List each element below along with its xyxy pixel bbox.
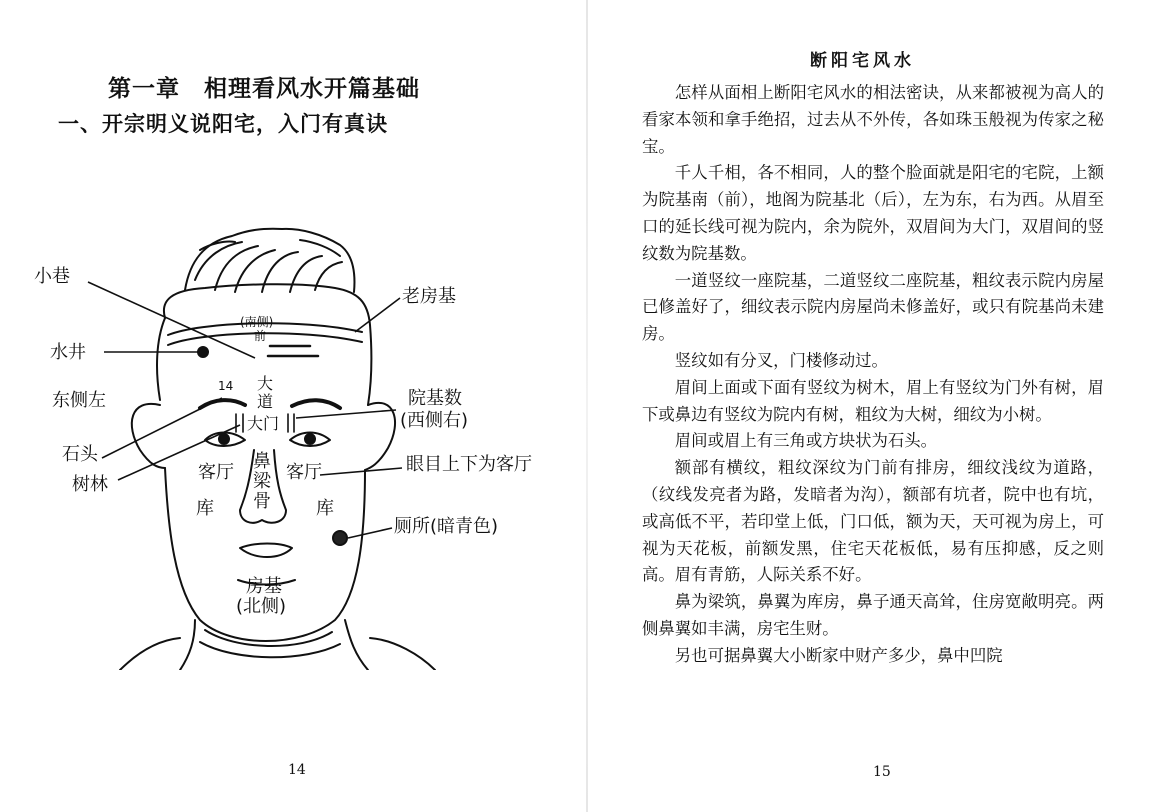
label-dadao: 大道 — [256, 374, 273, 411]
right-ear — [365, 403, 395, 470]
label-biliang-gu: 鼻梁骨 — [253, 451, 271, 512]
paragraph: 另也可据鼻翼大小断家中财产多少，鼻中凹院 — [674, 645, 1003, 665]
label-laofangji: 老房基 — [402, 286, 456, 307]
left-eyebrow — [200, 400, 245, 408]
paragraph: 额部有横纹，粗纹深纹为门前有排房，细纹浅纹为道路，（纹线发亮者为路，发暗者为沟），额部有坑者，院中也有坑，或高低不平，若印堂上低，门口低，额为天，天可视为房上，可视为天花板，前额发黑，住宅天花板低，易有压抑感，反之则高。眉有青筋，人际关系不好。 — [642, 458, 1104, 585]
page-gutter — [586, 0, 588, 812]
paragraph: 一道竖纹一座院基，二道竖纹二座院基，粗纹表示院内房屋已修盖好了，细纹表示院内房屋尚未修盖好，或只有院基尚未建房。 — [642, 270, 1104, 344]
paragraph: 眉间或眉上有三角或方块状为石头。 — [674, 431, 938, 451]
label-shitou: 石头 — [62, 444, 98, 465]
label-beice: (北侧) — [236, 596, 287, 617]
label-fangji: 房基 — [246, 576, 282, 597]
face-diagram — [0, 150, 586, 670]
label-ku-right: 库 — [316, 498, 334, 519]
paragraph: 鼻为梁筑，鼻翼为库房，鼻子通天高耸，住房宽敞明亮。两侧鼻翼如丰满，房宅生财。 — [642, 592, 1104, 638]
paragraph: 千人千相，各不相同，人的整个脸面就是阳宅的宅院，上额为院基南（前），地阁为院基北（后），左为东，右为西。从眉至口的延长线可视为院内，余为院外，双眉间为大门，双眉间的竖纹数为院基数。 — [642, 163, 1104, 263]
leader-xiaoxiang — [88, 282, 255, 358]
label-xiaoxiang: 小巷 — [34, 266, 70, 287]
toilet-mark — [333, 531, 347, 545]
label-qian: 前 — [254, 329, 267, 343]
label-keting-left: 客厅 — [198, 462, 234, 483]
label-mark-14: 14 — [218, 379, 234, 393]
chapter-title: 第一章 相理看风水开篇基础 — [108, 76, 420, 102]
label-keting-right: 客厅 — [286, 462, 322, 483]
label-damen: 大门 — [247, 414, 280, 433]
leader-keting — [320, 468, 402, 475]
label-dongce-zuo: 东侧左 — [52, 390, 106, 411]
right-eyebrow — [292, 400, 340, 408]
leader-yuanjishu — [296, 410, 396, 418]
leader-shitou — [102, 398, 222, 458]
label-nance: (南侧) — [240, 315, 274, 329]
page-number-left: 14 — [288, 762, 306, 778]
label-ku-left: 库 — [196, 498, 214, 519]
mouth — [240, 544, 292, 558]
page-title: 断阳宅风水 — [810, 51, 915, 71]
page-number-right: 15 — [873, 764, 891, 780]
label-xice-you: (西侧右) — [400, 410, 469, 431]
body-text — [642, 80, 1104, 670]
label-muyan-keting: 眼目上下为客厅 — [406, 454, 532, 475]
hair-tuft — [185, 229, 354, 292]
left-ear — [132, 404, 165, 468]
right-page — [590, 0, 1149, 812]
label-yuanjishu: 院基数 — [408, 388, 462, 409]
paragraph: 竖纹如有分叉，门楼修动过。 — [674, 350, 888, 370]
paragraph: 眉间上面或下面有竖纹为树木，眉上有竖纹为门外有树，眉下或鼻边有竖纹为院内有树，粗纹为大树，细纹为小树。 — [642, 377, 1104, 424]
leader-laofangji — [355, 298, 400, 332]
section-title: 一、开宗明义说阳宅，入门有真诀 — [58, 112, 388, 136]
label-cesuo: 厕所(暗青色) — [394, 516, 499, 537]
leader-cesuo — [348, 528, 392, 538]
label-shulin: 树林 — [72, 474, 108, 495]
label-shuijing: 水井 — [50, 342, 86, 363]
paragraph: 怎样从面相上断阳宅风水的相法密诀，从来都被视为高人的看家本领和拿手绝招，过去从不外传，各如珠玉般视为传家之秘宝。 — [642, 83, 1104, 156]
